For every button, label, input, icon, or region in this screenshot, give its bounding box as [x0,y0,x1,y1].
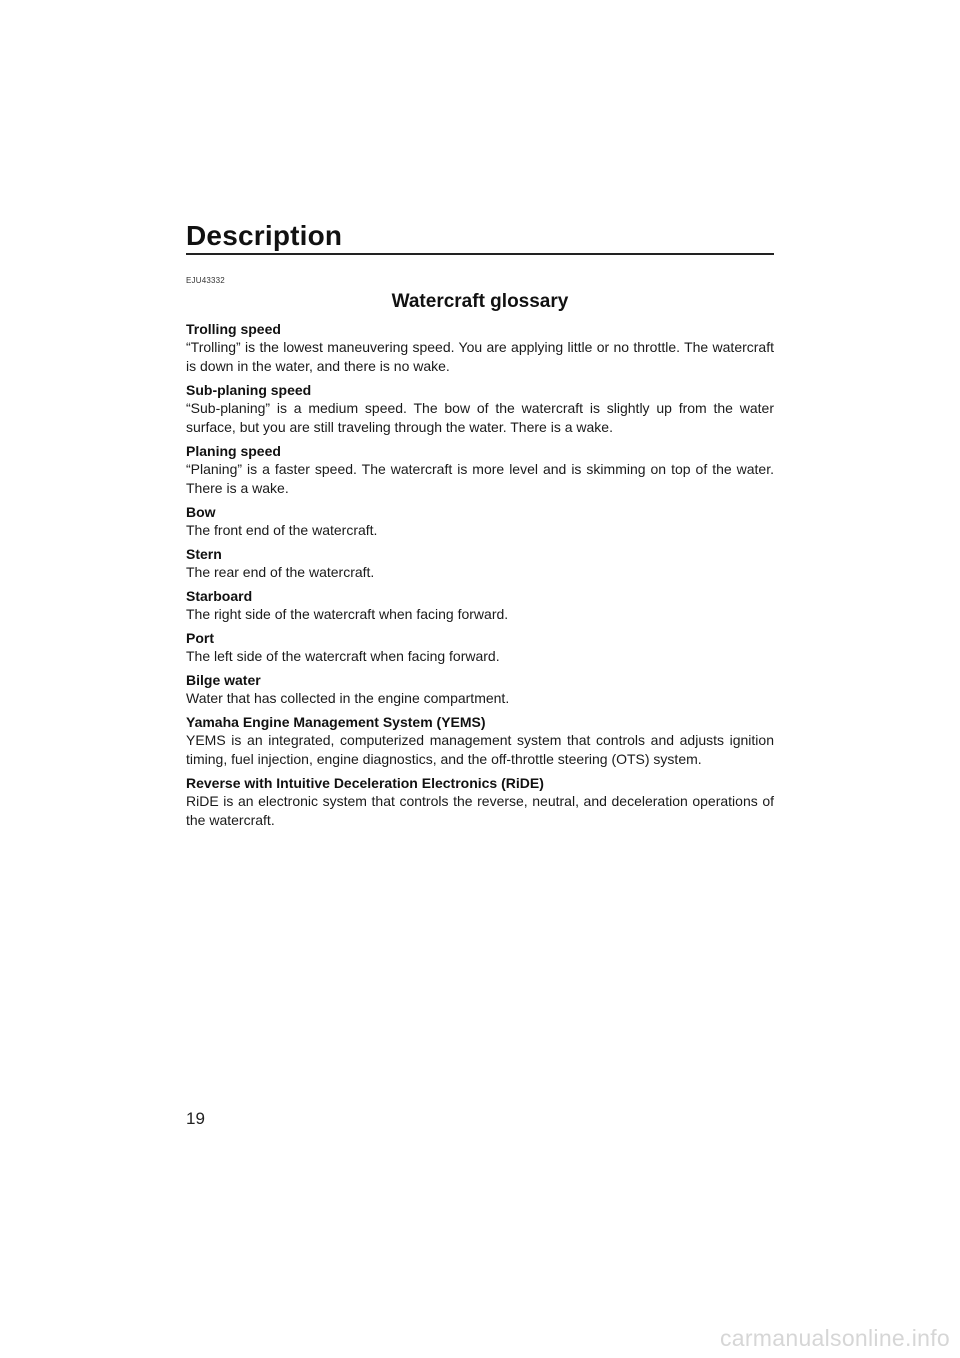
glossary-term [186,503,774,540]
term-name: Yamaha Engine Management System (YEMS) [186,714,486,730]
term-definition: “Sub-planing” is a medium speed. The bow of the watercraft is slightly up from the water surface, but you are still traveling through the water. There is a wake. [186,400,774,435]
glossary-term [186,545,774,582]
term-definition: YEMS is an integrated, computerized management system that controls and adjusts ignition timing, fuel injection, engine diagnostics, and the off-throttle steering (OTS) system. [186,732,774,767]
term-definition: RiDE is an electronic system that controls the reverse, neutral, and deceleration operations of the watercraft. [186,793,774,828]
term-definition: Water that has collected in the engine compartment. [186,690,510,706]
section-heading: Description [186,220,343,251]
glossary-term [186,587,774,624]
glossary-term [186,442,774,498]
term-name: Bilge water [186,672,261,688]
glossary-term [186,774,774,830]
term-name: Starboard [186,588,253,604]
term-name: Reverse with Intuitive Deceleration Electronics (RiDE) [186,775,544,791]
term-name: Sub-planing speed [186,382,312,398]
term-definition: The left side of the watercraft when facing forward. [186,648,500,664]
glossary-term [186,713,774,769]
term-definition: “Planing” is a faster speed. The watercraft is more level and is skimming on top of the water. There is a wake. [186,461,774,496]
page-number: 19 [186,1109,205,1128]
term-definition: The right side of the watercraft when facing forward. [186,606,509,622]
term-name: Trolling speed [186,321,281,337]
term-name: Planing speed [186,443,281,459]
term-definition: The front end of the watercraft. [186,522,378,538]
glossary-term [186,320,774,376]
watermark: carmanualsonline.info [719,1325,950,1351]
term-name: Port [186,630,214,646]
page-title: Watercraft glossary [391,291,569,312]
term-name: Stern [186,546,222,562]
term-definition: “Trolling” is the lowest maneuvering speed. You are applying little or no throttle. The watercraft is down in the water, and there is no wake. [186,339,774,374]
page-content [186,276,774,835]
header-rule [186,253,774,255]
term-definition: The rear end of the watercraft. [186,564,375,580]
glossary-term [186,381,774,437]
glossary-term [186,671,774,708]
glossary-term [186,629,774,666]
document-code: EJU43332 [186,276,225,285]
term-name: Bow [186,504,216,520]
